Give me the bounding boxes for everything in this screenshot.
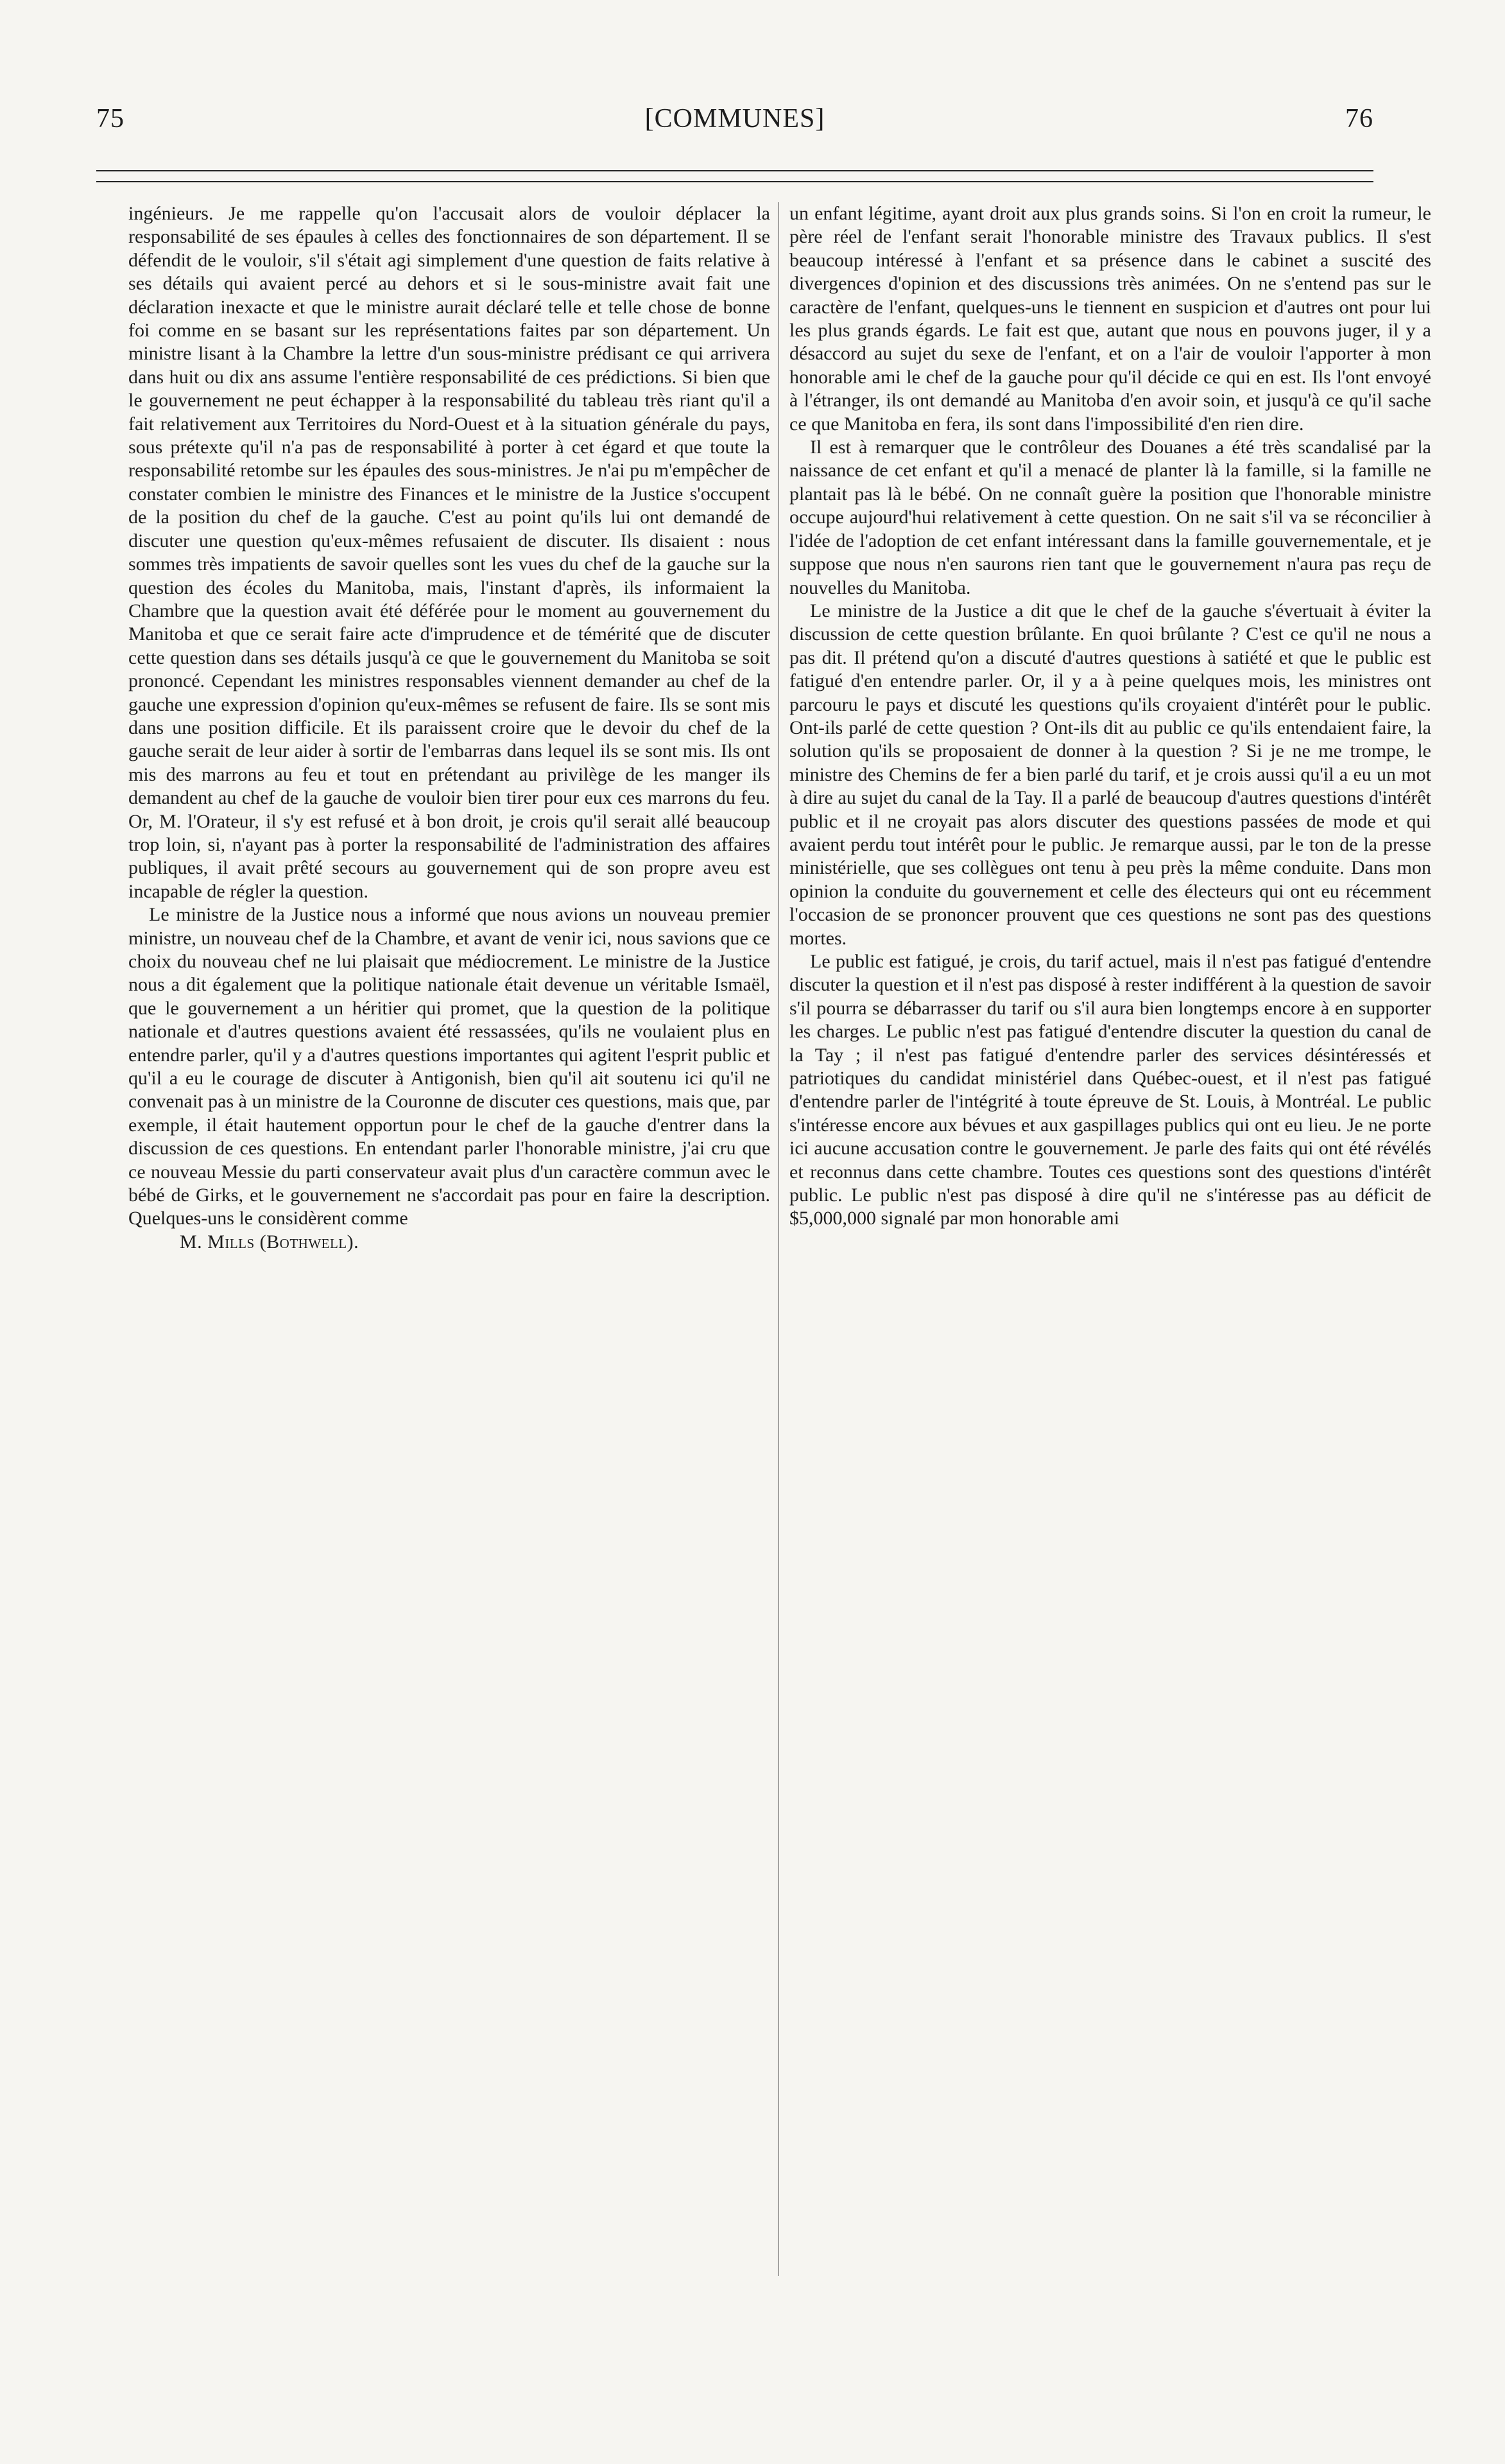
paragraph: Le ministre de la Justice a dit que le chef de la gauche s'évertuait à éviter la discussion de cette question brûlante. En quoi brûlante ? C'est ce qu'il ne nous a pas dit. Il prétend qu'on a discuté d'autres questions à satiété et que le public est fatigué d'en entendre parler. Or, il y a à peine quelques mois, les ministres ont parcouru le pays et discuté les questions qu'ils croyaient d'intérêt pour le public. Ont-ils parlé de cette question ? Ont-ils dit au public ce qu'ils entendaient faire, la solution qu'ils se proposaient de donner à la question ? Si je ne me trompe, le ministre des Chemins de fer a bien parlé du tarif, et je crois aussi qu'il a eu un mot à dire au sujet du canal de la Tay. Il a parlé de beaucoup d'autres questions d'intérêt public et il ne croyait pas alors discuter des questions passées de mode et qui avaient perdu tout intérêt pour le public. Je remarque aussi, par le ton de la presse ministérielle, que ses collègues ont tenu à peu près la même conduite. Dans mon opinion la conduite du gouvernement et celle des électeurs qui ont eu récemment l'occasion de se prononcer prouvent que ces questions ne sont pas des questions mortes. xyxy=(789,600,1431,949)
header-rule-bottom xyxy=(96,181,1373,182)
left-column xyxy=(128,202,770,2276)
speaker-attribution: M. Mills (Bothwell). xyxy=(180,1231,359,1253)
paragraph: ingénieurs. Je me rappelle qu'on l'accusait alors de vouloir déplacer la responsabilité de ses épaules à celles des fonctionnaires de son département. Il se défendit de le vouloir, s'il s'était agi simplement d'une question de faits relative à ses détails qui avaient percé au dehors et si le sous-ministre avait fait une déclaration inexacte et que le ministre aurait déclaré telle et telle chose de bonne foi comme en se basant sur les représentations faites par son département. Un ministre lisant à la Chambre la lettre d'un sous-ministre prédisant ce qui arrivera dans huit ou dix ans assume l'entière responsabilité de ces prédictions. Si bien que le gouvernement ne peut échapper à la responsabilité du tableau très riant qu'il a fait relativement aux Territoires du Nord-Ouest et à la situation générale du pays, sous prétexte qu'il n'a pas de responsabilité à porter à cet égard et que toute la responsabilité retombe sur les épaules des sous-ministres. Je n'ai pu m'empêcher de constater combien le ministre des Finances et le ministre de la Justice s'occupent de la position du chef de la gauche. C'est au point qu'ils lui ont demandé de discuter une question qu'eux-mêmes refusaient de discuter. Ils disaient : nous sommes très impatients de savoir quelles sont les vues du chef de la gauche sur la question des écoles du Manitoba, mais, l'instant d'après, ils informaient la Chambre que la question avait été déférée pour le moment au gouvernement du Manitoba et que ce serait faire acte d'imprudence et de témérité que de discuter cette question dans ses détails jusqu'à ce que le gouvernement du Manitoba se soit prononcé. Cependant les ministres responsables viennent demander au chef de la gauche une expression d'opinion qu'eux-mêmes se refusent de faire. Ils se sont mis dans une position difficile. Et ils paraissent croire que le devoir du chef de la gauche serait de leur aider à sortir de l'embarras dans lequel ils se sont mis. Ils ont mis des marrons au feu et tout en prétendant au privilège de les manger ils demandent au chef de la gauche de vouloir bien tirer pour eux ces marrons du feu. Or, M. l'Orateur, il s'y est refusé et à bon droit, je crois qu'il serait allé beaucoup trop loin, si, n'ayant pas à porter la responsabilité de l'administration des affaires publiques, il avait prêté secours au gouvernement qui de son propre aveu est incapable de régler la question. xyxy=(128,203,770,902)
page-header xyxy=(96,96,1373,141)
page-number-left: 75 xyxy=(96,104,125,134)
running-title: [COMMUNES] xyxy=(644,104,825,134)
paragraph: un enfant légitime, ayant droit aux plus grands soins. Si l'on en croit la rumeur, le père réel de l'enfant serait l'honorable ministre des Travaux publics. Il s'est beaucoup intéressé à l'enfant et sa présence dans le cabinet a suscité des divergences d'opinion et des discussions très animées. On ne s'entend pas sur le caractère de l'enfant, quelques-uns le tiennent en suspicion et d'autres ont pour lui les plus grands égards. Le fait est que, autant que nous en pouvons juger, il y a désaccord au sujet du sexe de l'enfant, et on a l'air de vouloir l'apporter à mon honorable ami le chef de la gauche pour qu'il décide ce qui en est. Ils l'ont envoyé à l'étranger, ils ont demandé au Manitoba d'en avoir soin, et jusqu'à ce qu'il sache ce que Manitoba en fera, ils sont dans l'impossibilité d'en rien dire. xyxy=(789,203,1431,435)
column-divider xyxy=(778,202,779,2276)
page-number-right: 76 xyxy=(1345,104,1373,134)
paragraph: Il est à remarquer que le contrôleur des Douanes a été très scandalisé par la naissance de cet enfant et qu'il a menacé de planter là la famille, si la famille ne plantait pas là le bébé. On ne connaît guère la position que l'honorable ministre occupe aujourd'hui relativement à cette question. On ne sait s'il va se réconcilier à l'idée de l'adoption de cet enfant intéressant dans la famille gouvernementale, et je suppose que nous n'en saurons rien tant que le gouvernement n'aura pas reçu de nouvelles du Manitoba. xyxy=(789,437,1431,598)
right-column xyxy=(789,202,1431,2276)
paragraph: Le public est fatigué, je crois, du tarif actuel, mais il n'est pas fatigué d'entendre discuter la question et il n'est pas disposé à rester indifférent à la question de savoir s'il pourra se débarrasser du tarif ou s'il aura bien longtemps encore à en supporter les charges. Le public n'est pas fatigué d'entendre discuter la question du canal de la Tay ; il n'est pas fatigué d'entendre parler des services désintéressés et patriotiques du candidat ministériel dans Québec-ouest, et il n'est pas fatigué d'entendre parler de l'intégrité à toute épreuve de St. Louis, à Montréal. Le public s'intéresse encore aux bévues et aux gaspillages publics qui ont eu lieu. Je ne porte ici aucune accusation contre le gouvernement. Je parle des faits qui ont été révélés et reconnus dans cette chambre. Toutes ces questions sont des questions d'intérêt public. Le public n'est pas disposé à dire qu'il ne s'intéresse pas au déficit de $5,000,000 signalé par mon honorable ami xyxy=(789,951,1431,1229)
paragraph: Le ministre de la Justice nous a informé que nous avions un nouveau premier ministre, un nouveau chef de la Chambre, et avant de venir ici, nous savions que ce choix du nouveau chef ne lui plaisait que médiocrement. Le ministre de la Justice nous a dit également que la politique nationale était devenue un véritable Ismaël, que le gouvernement a un héritier qui promet, que la question de la politique nationale et d'autres questions avaient été ressassées, qu'ils ne voulaient plus en entendre parler, qu'il y a d'autres questions importantes qui agitent l'esprit public et qu'il a eu le courage de discuter à Antigonish, bien qu'il ait soutenu ici qu'il ne convenait pas à un ministre de la Couronne de discuter ces questions, mais que, par exemple, il était hautement opportun pour le chef de la gauche d'entrer dans la discussion de ces questions. En entendant parler l'honorable ministre, j'ai cru que ce nouveau Messie du parti conservateur avait plus d'un caractère commun avec le bébé de Girks, et le gouvernement ne s'accordait pas pour en faire la description. Quelques-uns le considèrent comme xyxy=(128,904,770,1229)
header-rule-top xyxy=(96,170,1373,171)
